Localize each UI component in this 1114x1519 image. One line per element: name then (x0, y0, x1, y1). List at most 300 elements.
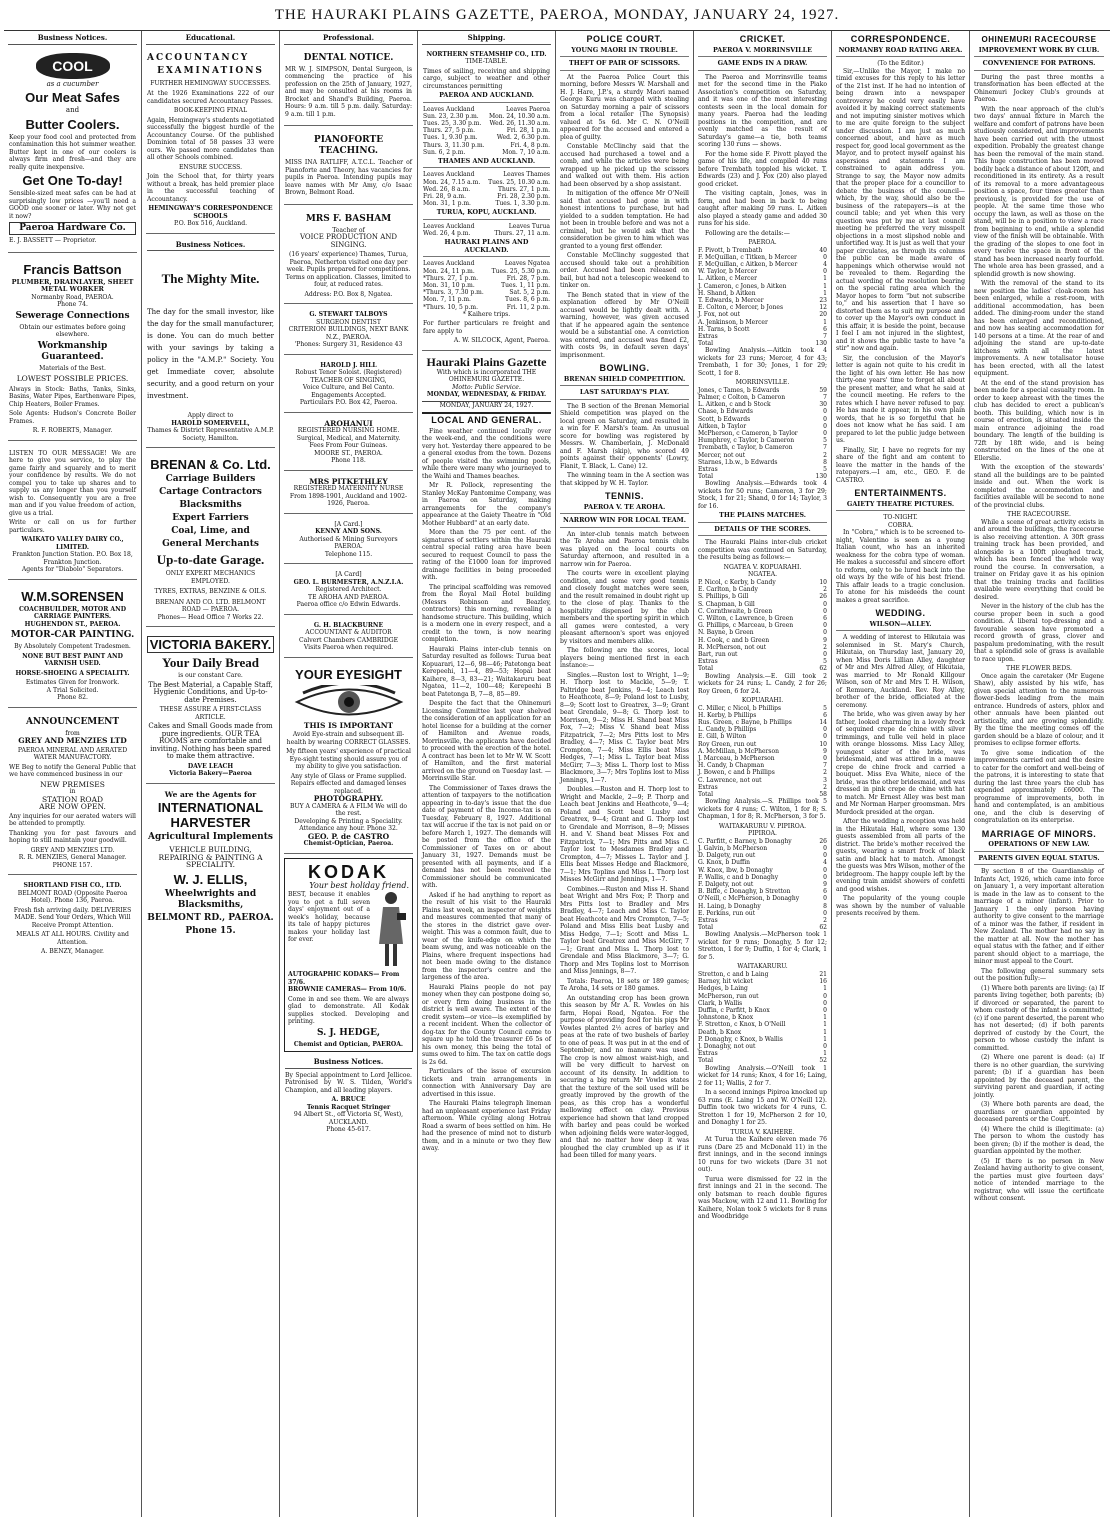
cell: O'Neill, c McPherson, b Donaghy (698, 895, 800, 903)
cell: Aitken, b Taylor (698, 422, 747, 430)
ad-text-6: Developing & Printing a Speciality. (294, 817, 403, 825)
cell: Leaves Auckland (423, 105, 475, 113)
ad-text: REGISTERED NURSING HOME. (297, 427, 400, 434)
sailing-row-header (423, 260, 550, 267)
gazette-days: MONDAY, WEDNESDAY, & FRIDAY. (426, 391, 547, 399)
ad-company: SHORTLAND FISH CO., LTD. (23, 882, 122, 889)
ad-text-2: The Best Material, a Capable Staff, Hygienic Conditions, and Up-to-date Premises. (148, 680, 273, 704)
news-paragraph: (4) Where the child is illegitimate: (a) The person to whom the custody has been given; (b) if the mother is dead, the guardian appointed by the mother. (974, 1125, 1104, 1155)
ad-kodak (284, 858, 413, 1053)
cell: 2 (823, 769, 827, 777)
news-paragraph: Constable McClinchy said that the accused had purchased a towel and a comb, and while the articles were being wrapped up he picked up the scissors and walked out with them. His action had been observed by a shop assistant. (560, 143, 689, 188)
batting-row (698, 430, 827, 437)
ad-name: AROHANUI (324, 418, 373, 428)
cricket-subtitle: PAEROA V. MORRINSVILLE (698, 47, 827, 58)
ad-subtitle-2: BOOK-KEEPING FINAL (173, 107, 248, 114)
ad-kenny (284, 518, 413, 565)
batting-row (698, 1007, 827, 1014)
cell: 7 (823, 332, 827, 340)
ad-text-2: Apply direct to (187, 412, 234, 419)
news-paragraph: Doubles.—Ruston and H. Thorp lost to Wright and Mackle, 2—9; P. Thorp and Leach beat Jenkins and Heathcote, 9—4; Poland and Scott beat Lusby and Greatrex, 9—4; Grant and G. Thorp lost to Grendale and Morrison, 8—9; Misses H. and V. Shand beat Misses Fox and Fitzpatrick, 7—1; Mrs Pitts and Miss C. Taylor lost to Mesdames Bradley and Crompton, 4—7; Misses L. Taylor and J. Ellis beat Misses Hedge and Blackmore, 7—1; Mrs Toplins and Miss L. Thorp lost Misses McGirr and Jennings, 1—7. (560, 786, 689, 883)
ad-text: is our constant Care. (178, 672, 243, 679)
ad-manager: A. BENZY, Manager. (41, 948, 104, 955)
correspondence-subtitle: NORMANBY ROAD RATING AREA. (836, 47, 965, 58)
bowling-title: BOWLING. (599, 363, 650, 373)
batting-row (698, 333, 827, 340)
bowling-subtitle: BRENAN SHIELD COMPETITION. (560, 376, 689, 387)
batting-row (698, 593, 827, 600)
ad-text: ACCOUNTANT & AUDITOR (305, 629, 392, 636)
bowling-analysis: Bowling Analysis.—Aitkin took 4 wickets for 23 runs; Mercer, 4 for 43; Trembath, 1 for 30; Jones, 1 for 29; Scott, 1 for 8. (698, 347, 827, 377)
ad-name: HAROLD J. HILL (320, 361, 377, 369)
news-paragraph: Hauraki Plains people do not pay money when they can postpone doing so, or every firm doing business in the district is well aware. The extent of the credit system—or vice—is exemplified by a recent incident. When the collector of dog-tax for the County Council came to square up he told the treasurer £6 5s of his own money, this being the total of sums owed to him. The tax on cattle dogs is 2s 6d. (422, 983, 551, 1066)
sailing-row (423, 142, 550, 149)
news-paragraph: The following are the scores, local players being mentioned first in each instance:— (560, 647, 689, 669)
cell: 2 (823, 783, 827, 791)
ad-text-2: From 1898-1901, Auckland and 1902-1926, Paeroa. (289, 492, 408, 507)
cell: 0 (823, 622, 827, 630)
ad-text-4: Come in and see them. We are always glad to demonstrate. All Kodak supplies stocked. Developing and printing. (288, 995, 409, 1025)
news-paragraph: To give some indication of the improvements carried out and the desire to cater for the comfort and well-being of the patrons, it is interesting to state that during the last three years the club has expended approximately £6000. The programme of improvements, both in hand and contemplated, is an ambitious one, and the club is deserving of congratulation on its enterprise. (974, 749, 1104, 824)
gazette-motto: Motto: Public Service. (452, 383, 521, 391)
cell: 26 (819, 837, 827, 845)
batting-row (698, 1021, 827, 1028)
section-header: Business Notices. (285, 1058, 412, 1069)
racecourse-section: THE RACECOURSE. (1007, 511, 1071, 518)
letter-paragraph: Sir,—Unlike the Mayor, I make no timid excuses for this reply to his letter of the 21st inst. If he had no intention of being drawn into a newspaper controversy he could very easily have avoided it by making correct statements and not imputing sinister motives which to me are quite foreign to the subject under discussion. I am just as much concerned about, and have as much respect for, good local government as the Mayor, and to protect myself against his aspersions and statements I am constrained to again address you. Strange to say, the Mayor now admits that the proper place for a councillor to debate the business of the council—which, by the way, should also be the business of the ratepayers—is at the council table; and yet when this very question was put by me at last council meeting he preferred the very misspelt objections in a most slipshod noble and unfortified way. It is just as well that your paper circulates, as through its columns the public can be made aware of happenings which otherwise would not be revealed to them. Regarding the actual wording of the resolution bearing on the special rating area which the Mayor hopes to form "but not subscribe to," and his assertion that I have so distorted them as to suit my purpose and to cover up the Mayor's own conduct in this affair, it is beside the point, because I feel I am not injured in the slightest, and it shows the public taste to have "a stir" now and again. (836, 67, 965, 352)
cell: 0 (823, 253, 827, 261)
ad-agents: Agents for "Diabolo" Separators. (21, 566, 124, 573)
cell: *Thurs. 3, 7.30 p.m. (423, 289, 484, 297)
ad-shortland-fish (8, 879, 137, 961)
cell: Mon. 24, 7.15 a.m. (423, 178, 481, 186)
cell: Scott, b Edwards (698, 415, 751, 423)
sailing-row (423, 134, 550, 141)
ad-basham (284, 209, 413, 305)
ad-text-5: BUY A CAMERA & A FILM We will do the rest. (289, 802, 408, 817)
ad-text-3: LOWEST POSSIBLE PRICES. (16, 374, 129, 383)
ad-name: GEO. P. de CASTRO (307, 831, 390, 841)
ad-text-2: TE AROHA AND PAEROA. (308, 593, 389, 601)
batting-row (698, 978, 827, 985)
cell: H. Shand, b Aitken (698, 289, 756, 297)
ad-name: Francis Battson (23, 261, 122, 277)
ad-text-2: TYRES, EXTRAS, BENZINE & OILS. (154, 588, 267, 595)
batting-row (698, 311, 827, 318)
section-header: Business Notices. (147, 241, 274, 252)
batting-row (698, 340, 827, 347)
ad-text-5: Sole Agents: Hudson's Concrete Boiler Frames. (9, 410, 136, 425)
ad-text-2: Calvert Chambers CAMBRIDGE (298, 636, 399, 644)
cell: 59 (819, 386, 827, 394)
ad-text: Obtain our estimates before going elsewhere. (19, 323, 126, 338)
tennis-body (560, 531, 689, 1160)
ad-title-2: Butter Coolers. (25, 116, 120, 132)
news-paragraph: Totals: Paeroa, 18 sets or 189 games; Te Aroha, 14 sets or 180 games. (560, 977, 689, 992)
route-title: PAEROA AND AUCKLAND. (423, 92, 550, 103)
ad-phone: Phone 82. (57, 694, 88, 701)
ad-text-2: Materials of the Best. (39, 364, 106, 372)
news-paragraph: With the near approach of the club's two days' annual fixture in March the welfare and comfort of patrons have been studiously considered, and improvements have been carried out with the utmost expedition. Probably the greatest change has been the removal of the main stand. This huge construction has been moved bodily back a distance of about 120ft, and reconditioned in its entirety. As a result of its removal to a more advantageous position a space, four times greater than previously, is provided for the use of people. At the same time those who occupy the lawn, as well as those on the stand, will be in a position to view a race from beginning to end, while a splendid view of the finish will be obtainable. With the grading of the slopes to one foot in every twelve the space in front of the stand has been increased nearly fourfold. The whole area has been grassed, and a splendid growth is now showing. (974, 105, 1104, 278)
ad-text-2: AUTOGRAPHIC KODAKS— From 37/6. (288, 971, 400, 986)
film-title: COBRA. (887, 521, 914, 529)
cell: Tues. 8, 6 p.m. (504, 296, 550, 304)
letter-paragraph: Sir, the conclusion of the Mayor's letter is again not quite to his credit in the light of his own letter. He has now thirty-one years' time to forget all about the present matter, and what he said at the council meeting. He refers to the rates which I have never refused to pay. He has made it appear, in his own plain words, that he is so forgetful that he does not know what he has said. I am prepared to let the public judge between us. (836, 354, 965, 444)
news-paragraph: The following general summary sets out the position fully:— (974, 967, 1104, 982)
cell: Tues. 1, 3.30 p.m. (495, 200, 550, 208)
cricket-paragraph: In a second innings Pipiroa knocked up 63 runs (E. Laing 15 and W. O'Neill 12). Duffin took two wickets for 4 runs, C. Stretton 1 for 19, McPherson 2 for 10, and Donaghy 1 for 25. (698, 1089, 827, 1127)
cell: H. Candy, b Chapman (698, 762, 765, 770)
cricket-subtitle-2: GAME ENDS IN A DRAW. (698, 60, 827, 71)
ad-text-2: Surgical, Medical, and Maternity. (296, 434, 401, 442)
cell: 1 (823, 1021, 827, 1029)
ad-text-3: Fees From Four Guineas. (309, 442, 388, 449)
news-paragraph: The winning team in the A section was that skipped by W. H. Taylor. (560, 472, 689, 487)
marriage-subtitle: OPERATIONS OF NEW LAW. (974, 841, 1104, 852)
letter-paragraph: Finally, Sir, I have no regrets for my share of the fight and am content to leave the matter in the hands of the ratepayers.—I am, etc., GEO. F. de CASTRO. (836, 446, 965, 484)
news-paragraph: With the exception of the stewards' stand all the buildings are to be painted inside and out. When the work is completed the accommodation and facilities available will be second to none of the provincial clubs. (974, 464, 1104, 509)
batting-row (698, 910, 827, 917)
news-paragraph: An inter-club tennis match between the Te Aroha and Paeroa tennis clubs was played on the local courts on Saturday afternoon, and resulted in a narrow win for Paeroa. (560, 530, 689, 568)
cell: 10 (819, 740, 827, 748)
cell: Mon. 7, 10 a.m. (502, 148, 550, 156)
sailing-row (423, 120, 550, 127)
ad-card: [A Card] (335, 571, 362, 578)
ad-dental-notice (284, 48, 413, 127)
cell: 0 (823, 607, 827, 615)
sailing-row (423, 296, 550, 303)
batting-row (698, 283, 827, 290)
news-paragraph: Hauraki Plains inter-club tennis on Saturday resulted as follows: Turua beat Kopuarari, 12—6, 98—46; Patetonga beat Kerepeehi, 11—4, 89—53; Hopai beat Kaihere, 8—3, 83—21; Waitakaruru beat Ngatea, 11—2, 100—48; Kerepeehi B beat Patetonga B, 7—8, 85—89. (422, 645, 551, 698)
cell: McPherson, c Cameron, b Taylor (698, 430, 798, 438)
sailing-row (423, 186, 550, 193)
cell: Total (698, 791, 714, 799)
news-paragraph: The courts were in excellent playing condition, and some very good tennis and closely fought matches were seen, and the result remained in doubt right up to the close of play. Thanks to the hospitality dispensed by the club members and the sporting spirit in which all games were contested, a very pleasant afternoon's sport was enjoyed by visitors and members alike. (560, 570, 689, 645)
wedding-subtitle: WILSON—ALLEY. (836, 621, 965, 632)
cell: 0 (823, 873, 827, 881)
cell: L. Aitken, c Mercer (698, 275, 757, 283)
cell: N. Bayne, b Green (698, 629, 754, 637)
news-paragraph: At the end of the stand provision has been made for a special casualty room. In order to keep abreast with the times the club has decided to erect a publican's booth. This building, which now is in course of erection, is situated inside the main entrance adjoining the road boundary. The length of the building is 72ft by 18ft wide, and is being constructed on the lines of the one at Ellerslie. (974, 379, 1104, 462)
cell: 1 (823, 1014, 827, 1022)
sailing-row (423, 113, 550, 120)
news-paragraph: The popularity of the young couple was shown by the number of valuable presents received by them. (836, 895, 965, 917)
sailing-row-header (423, 223, 550, 230)
batting-row (698, 1050, 827, 1057)
gazette-nameplate (422, 355, 551, 415)
ad-slogan: Your Daily Bread (161, 655, 260, 670)
cricket-paragraph: For the home side F. Pivott played the game of his life, and compiled 40 runs before Trembath toppled his wicket. T. Edwards (23) and J. Fox (20) also played good cricket. (698, 150, 827, 188)
local-general-title: LOCAL AND GENERAL. (431, 415, 542, 426)
cell: 62 (819, 665, 827, 673)
ad-text-4: Cakes and Small Goods made from pure ingredients. OUR TEA ROOMS are comfortable and inviting. Nothing has been spared to make them attractive. (148, 722, 273, 760)
cell: J. Fox, not out (698, 311, 741, 319)
sailing-row-header (423, 171, 550, 178)
batting-row (698, 268, 827, 275)
ad-text: LISTEN TO OUR MESSAGE! We are here to give you service, to play the game fairly and squarely and to merit your confidence by results. We do not compel you to take up shares and to supply us any longer than you yourself wish to. Consequently you are a free man and if you value freedom of action, give us a trial. (9, 449, 136, 517)
racecourse-body (974, 519, 1104, 664)
cell: Sun. 6, 2 p.m. (423, 148, 466, 156)
batting-row (698, 423, 827, 430)
ad-text-2: My fifteen years' experience of practical Eye-sight testing should assure you of my ability to give you satisfaction. (286, 748, 411, 770)
batting-row (698, 615, 827, 622)
ad-phones: Phones— Head Office 7 Works 22. (157, 613, 264, 621)
column-header: Shipping. (422, 34, 551, 45)
ad-bruce (284, 1055, 413, 1139)
news-paragraph: The principal scaffolding was removed from the Royal Mail Hotel building (Messrs Robinson and Beazley, contractors) this morning, revealing a handsome structure. This building, which is a modern one in every respect, and a credit to the town, is now nearing completion. (422, 583, 551, 644)
cell: Roy Green, run out (698, 740, 757, 748)
column-professional (280, 31, 418, 1517)
cell: A. Jenkinson, b Mercer (698, 318, 768, 326)
ad-text-2: VOICE PRODUCTION AND SINGING. (299, 233, 398, 249)
ad-subtitle-3: ENSURE SUCCESS. (178, 163, 243, 171)
ad-card: [A Card.] (334, 520, 363, 528)
cell: F. McQuillan, c Aitken, b Mercer (698, 260, 798, 268)
ad-subtitle: FURTHER HEMINGWAY SUCCESSES. (150, 79, 271, 87)
ad-sorensen (8, 584, 137, 708)
ad-heading: Sewerage Connections (15, 310, 130, 321)
batting-row (698, 608, 827, 615)
entertainments-subtitle: GAIETY THEATRE PICTURES. (836, 501, 965, 512)
batting-row (698, 726, 827, 733)
bowling-analysis: Bowling Analysis.—O'Neill took 1 wicket for 14 runs; Knox, 4 for 16; Laing, 2 for 11; Wallis, 2 for 7. (698, 1064, 827, 1087)
kodak-logo: KODAK (308, 861, 389, 882)
cell: 2 (823, 586, 827, 594)
cell: Tues. 1, 11 p.m. (501, 281, 550, 289)
cell: 0 (823, 1042, 827, 1050)
gazette-subtitle: With which is incorporated THE OHINEMURI GAZETTE. (436, 368, 537, 384)
tennis-title: TENNIS. (604, 491, 644, 501)
batting-row (698, 971, 827, 978)
ad-text-3: Join the School that, for thirty years without a break, has held premier place in the successful teaching of Accountancy. (147, 173, 274, 203)
batting-row (698, 867, 827, 874)
cell: Sat. 5, 2 p.m. (509, 289, 550, 297)
team-heading: PIPIROA. (748, 830, 777, 838)
cell: Fri. 28, 7 p.m. (506, 274, 550, 282)
ad-text: MR W. J. SIMPSON, Dental Surgeon, is commencing the practice of his profession on the 25th of January, 1927, and may be consulted at his rooms in Brocket and Shand's Building, Paeroa. Hours: 9 a.m. till 5 p.m. daily. Saturday: 9 a.m. till 1 p.m. (285, 65, 412, 118)
cell: 0 (823, 430, 827, 438)
batting-row (698, 394, 827, 401)
ad-address: Normanby Road, PAEROA. (31, 293, 114, 301)
column-cricket (694, 31, 832, 1517)
news-paragraph: With the removal of the stand to its new position the ladies' cloak-room has been enlarged, while a rest-room, with additional accommodation, has been added. The dining-room under the stand has been enlarged and reconditioned, and now has seating accommodation for 140 persons at a time. At the rear of and adjoining the stand are up-to-date kitchens with all the latest improvements. A new totalisator house has been erected, with all the latest equipment. (974, 280, 1104, 377)
ad-name: KENNY AND SONS. (315, 528, 382, 535)
scorecard (698, 838, 827, 932)
news-paragraph: (1) Where both parents are living: (a) If parents living together, both parents; (b) if divorced or separated, the parent to whom custody of the infant is committed; (c) if one parent deserted, the parent who has not deserted; (d) if both parents deprived of custody by the Court, the person to whose custody the infant is committed. (974, 984, 1104, 1052)
timetable-further: For further particulars re freight and fare apply to (423, 320, 550, 335)
ad-text-5: STATION ROAD (41, 794, 104, 804)
sailing-row (423, 282, 550, 289)
batting-row (698, 1043, 827, 1050)
cell: S. Chapman, b Gill (698, 600, 755, 608)
shipping-company: NORTHERN STEAMSHIP CO., LTD. (426, 50, 547, 58)
ad-company: Paeroa Hardware Co. (9, 222, 136, 235)
bowling-body (560, 403, 689, 488)
ad-talboys (284, 308, 413, 355)
ad-line-4: Expert Farriers (172, 513, 249, 523)
batting-row (698, 777, 827, 784)
batting-row (698, 1029, 827, 1036)
cell: Total (698, 665, 714, 673)
cell: W. Taylor, b Mercer (698, 268, 758, 276)
masthead: THE HAURAKI PLAINS GAZETTE, PAEROA, MONDAY, JANUARY 24, 1927. (274, 7, 840, 23)
cell: 0 (823, 651, 827, 659)
cell: 62 (819, 924, 827, 932)
ad-victoria-bakery (146, 631, 275, 784)
cell: Mon. 24, 11 p.m. (423, 267, 475, 275)
cell: 40 (819, 246, 827, 254)
cell: F. Pivott, b Trembath (698, 246, 763, 254)
ad-name: W. J. ELLIS, (173, 871, 248, 887)
cell: 9 (823, 880, 827, 888)
cell: 0 (823, 629, 827, 637)
news-paragraph: Never in the history of the club has the course proper been in such a good condition. A liberal top-dressing and a favourable season have promoted a record growth of grass, clover and paspalum predominating, with the result that a splendid sole of grass is available to race upon. (974, 603, 1104, 663)
cool-tagline: as a cucumber (46, 79, 99, 88)
cell: H. Kerby, b Phillips (698, 711, 757, 719)
ad-school: HEMINGWAY'S CORRESPONDENCE SCHOOLS (148, 205, 273, 220)
cell: Fri. 11, 2 p.m. (506, 303, 550, 311)
batting-row (698, 452, 827, 459)
cell: Total (698, 473, 714, 481)
cell: 8 (823, 458, 827, 466)
match-heading: NGATEA V. KOPUARAHI. (723, 563, 802, 571)
ad-text-3: Paeroa office c/o Edwin Edwards. (296, 601, 401, 608)
batting-row (698, 845, 827, 852)
ad-text-4: Always in Stock: Baths, Tanks, Sinks, Basins, Water Pipes, Earthenware Pipes, Chip Heaters, Boiler Frames. (9, 385, 136, 408)
ad-role: Chemist-Optician, Paeroa. (303, 840, 394, 847)
cell: 1 (823, 985, 827, 993)
cell: Total (698, 1057, 714, 1065)
news-paragraph: While a scene of great activity exists in and around the buildings, the racecourse is also receiving attention. A 30ft grass training track has been provided, and alongside is a 100ft ploughed track, which has been fenced the whole way round the course. In conversation, a trainer on Friday gave it as his opinion that the training tracks and facilities available were everything that could be desired. (974, 518, 1104, 601)
cell: 5 (823, 658, 827, 666)
batting-row (698, 586, 827, 593)
cell: Extras (698, 332, 718, 340)
police-court-title: POLICE COURT. (586, 34, 663, 44)
batting-row (698, 784, 827, 791)
batting-row (698, 304, 827, 311)
cricket-title: CRICKET. (739, 34, 786, 44)
ad-waikato-dairy (8, 445, 137, 580)
batting-row (698, 254, 827, 261)
cell: 0 (823, 852, 827, 860)
cell: 0 (823, 866, 827, 874)
cool-logo: COOL (36, 53, 110, 79)
marriage-subtitle-2: PARENTS GIVEN EQUAL STATUS. (974, 855, 1104, 866)
cell: Fri. 28, 1 p.m. (506, 127, 550, 135)
cell: 9 (823, 636, 827, 644)
ad-line-3: Blacksmiths (179, 500, 242, 510)
shipping-timetable (422, 48, 551, 351)
cell: Mon. 24, 10.30 a.m. (488, 112, 550, 120)
cell: S. Phillips, b Gill (698, 593, 749, 601)
ad-text: Fresh fish arriving daily. DELIVERIES MADE. Send Your Orders, Which Will Receive Prompt Attention. (13, 906, 132, 929)
column-correspondence (832, 31, 970, 1517)
cell: Clark, b Wallis (698, 999, 743, 1007)
ad-text: BEST, because it enables you to get a full seven days' enjoyment out of a week's holiday, because its tale of happy pictures makes your holiday last for ever. (288, 891, 370, 943)
police-court-subtitle: YOUNG MAORI IN TROUBLE. (560, 47, 689, 58)
cricket-paragraph: The visiting captain, Jones, was in form, and had been in back to being caught after making 59 runs. L. Aitken also played a steady game and added 30 runs for his side. (698, 190, 827, 227)
cell: Leaves Thames (503, 171, 550, 179)
cell: Total (698, 340, 714, 348)
news-paragraph: At the Paeroa Police Court this morning, before Messrs W. Marshall and H. J. Hare, J.P.'s, a sturdy Maori named George Kuru was charged with stealing on Saturday morning a pair of scissors from a local retailer (The Synopsis) valued at 5s 6d. Mr C. N. O'Neill appeared for the accused and entered a plea of guilty. (560, 73, 689, 141)
cell: 6 (823, 325, 827, 333)
sailing-row (423, 193, 550, 200)
cell: Mon. 7, 11 p.m. (423, 296, 471, 304)
news-paragraph: During the past three months a transformation has been effected at the Ohinemuri Jockey Club's grounds at Paeroa. (974, 73, 1104, 103)
ad-text: ONLY EXPERT MECHANICS EMPLOYED. (165, 570, 256, 585)
plains-matches-title: THE PLAINS MATCHES. (698, 512, 827, 523)
ad-trade: Wheelwrights and Blacksmiths, (164, 888, 257, 910)
cell: Leaves Auckland (423, 171, 475, 179)
ad-text-2: Again, Hemingway's students negotiated successfully the biggest hurdle of the Accountancy Course. Of the published Dominion total of 58 passes 33 were ours. We passed more candidates than all other Schools combined. (147, 116, 274, 161)
cell: *Thurs. 27, 1 p.m. (423, 274, 479, 282)
cell: Tues. 25, 3.30 p.m. (423, 119, 482, 127)
team-heading: PAEROA. (748, 239, 777, 246)
cell: 2 (823, 451, 827, 459)
scorecard (698, 579, 827, 673)
ad-subtitle: THIS IS IMPORTANT (303, 720, 394, 730)
ad-francis-battson (8, 257, 137, 441)
cell: E. Colton, c Mercer, b Jones (698, 304, 784, 312)
news-paragraph: Asked if he had anything to report as the result of his visit to the Hauraki Plains last week, an inspector of weights and measures commented that many of the stores in the district gave over-weight. This was a common fault, due to wear of the knife-edge on which the beam swung, and was noticeable on the Plains, where frequent inspections had not been made owing to the distance from the inspector's centre and the largeness of the area. (422, 891, 551, 982)
batting-row (698, 326, 827, 333)
correspondence-to: (To the Editor.) (877, 60, 924, 67)
ad-text-2: VEHICLE BUILDING, REPAIRING & PAINTING A SPECIALITY. (158, 845, 263, 869)
cell: 12 (819, 304, 827, 312)
cell: Chase, b Edwards (698, 408, 753, 416)
cell: L. Aitken, c and b Stock (698, 401, 771, 409)
cell: D. Dalgety, run out (698, 852, 756, 860)
cell: F. McQuillan, c Titken, b Mercer (698, 253, 797, 261)
woman-figure-icon (373, 889, 409, 969)
cell: J. Cameron, c Jones, b Aitken (698, 282, 787, 290)
ad-name: BRENAN & Co. Ltd. (150, 457, 271, 472)
ad-title: DENTAL NOTICE. (303, 52, 394, 63)
ad-trade: Tennis Racquet Stringer (306, 1103, 391, 1111)
racecourse-subtitle-2: CONVENIENCE FOR PATRONS. (974, 60, 1104, 71)
ad-text-8: Thanking you for past favours and hoping to still maintain your goodwill. (9, 829, 136, 844)
ad-text: Avoid Eye-strain and subsequent ill-health by wearing CORRECT GLASSES. (286, 731, 411, 746)
news-paragraph: Once again the caretaker (Mr Eugene Shaw), ably assisted by his wife, has given special attention to the numerous flower-beds leading from the main entrance. Hundreds of asters, phlox and other annuals have been planted out artistically, and are growing splendidly. By the time the meeting comes off the garden should be a blaze of colour, and it promises to eclipse former efforts. (974, 672, 1104, 747)
cell: Total (698, 924, 714, 932)
ad-trade: COACHBUILDER, MOTOR AND CARRIAGE PAINTERS. HUGHENDON ST., PAEROA. (19, 605, 126, 628)
cell: 1 (823, 282, 827, 290)
ad-text-4: Repairs effected and damaged lenses replaced. (290, 780, 407, 795)
news-paragraph: After the wedding a reception was held in the Hikutaia Hall, where some 130 guests assembled from all parts of the district. The bride's mother received the guests, wearing a smart frock of black satin and black hat to match. Amongst the guests was Mrs Wilson, mother of the bridegroom. The happy couple left by the evening train amidst showers of confetti and good wishes. (836, 818, 965, 893)
cell: 30 (819, 401, 827, 409)
cell: 7 (823, 394, 827, 402)
ad-signature: GREY AND MENZIES LTD. (30, 846, 115, 854)
ad-grey-menzies (8, 712, 137, 876)
cell: Fri. 28, 2.30 p.m. (497, 193, 550, 201)
batting-row (698, 888, 827, 895)
ad-name: GEO. L. BURMESTER, A.N.Z.I.A. (293, 578, 404, 586)
ad-manager: R. F. ROBERTS, Manager. (32, 427, 113, 434)
batting-row (698, 985, 827, 992)
cell: 52 (819, 1057, 827, 1065)
wedding-body (836, 634, 965, 918)
batting-row (698, 762, 827, 769)
ad-address: 94 Albert St., off Victoria St, West), AUCKLAND. (293, 1111, 404, 1126)
batting-row (698, 601, 827, 608)
batting-row (698, 733, 827, 740)
ad-phone: PHONE 157. (52, 861, 93, 869)
route-rows (423, 106, 550, 156)
ad-text: MISS INA RATLIFF, A.T.C.L. Teacher of Pianoforte and Theory, has vacancies for pupils in Paeroa. Intending pupils may leave names with Mr Amy, c/o Isaac Brown, Belmont Road. (285, 159, 412, 196)
sailing-row (423, 289, 550, 296)
route-rows (423, 171, 550, 207)
batting-row (698, 261, 827, 268)
